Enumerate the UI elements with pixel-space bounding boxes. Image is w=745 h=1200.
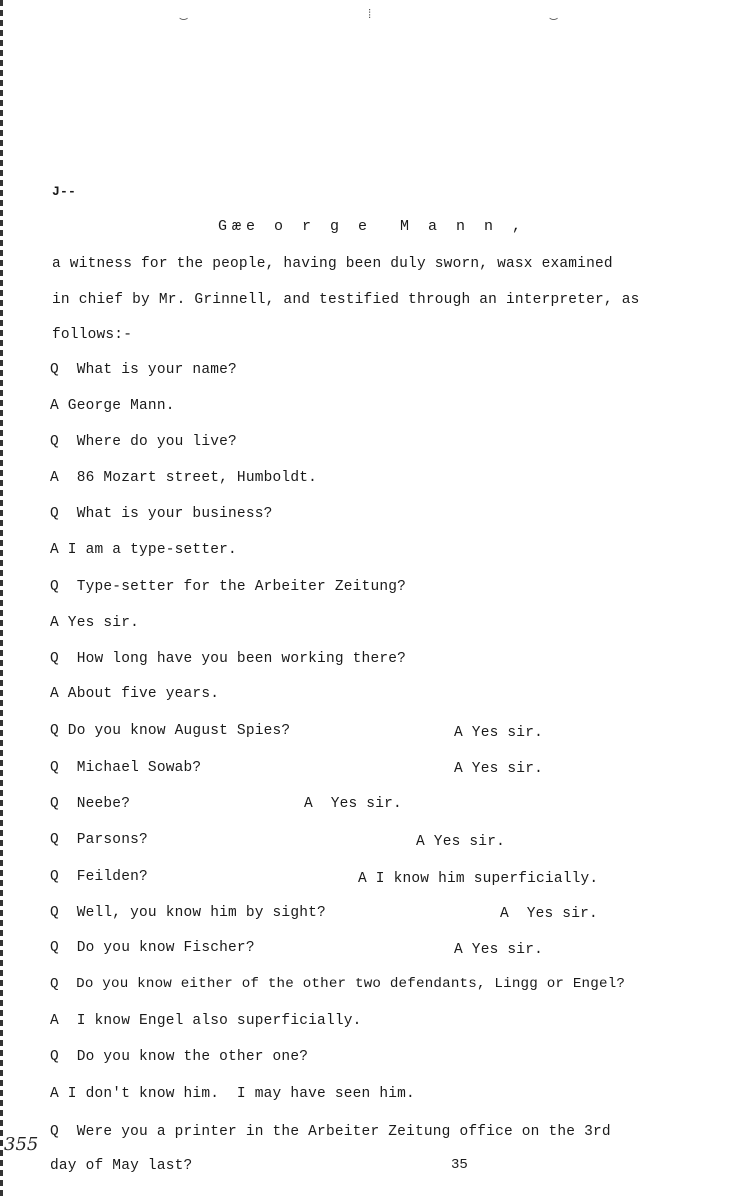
testimony-line: Q Where do you live?	[50, 434, 237, 450]
witness-title: Gæe o r g e M a n n ,	[218, 218, 527, 235]
testimony-line: Q How long have you been working there?	[50, 651, 407, 667]
testimony-line: Q Neebe?	[50, 796, 131, 812]
testimony-line: A Yes sir.	[50, 615, 140, 631]
testimony-answer: A Yes sir.	[454, 761, 544, 777]
testimony-line: Q Type-setter for the Arbeiter Zeitung?	[50, 579, 407, 595]
testimony-line: A 86 Mozart street, Humboldt.	[50, 470, 318, 486]
binding-edge	[0, 0, 3, 1200]
testimony-line: A About five years.	[50, 686, 220, 702]
testimony-line: day of May last?	[50, 1158, 193, 1174]
testimony-answer: A Yes sir.	[454, 725, 544, 741]
testimony-line: Q Parsons?	[50, 832, 148, 848]
testimony-line: A George Mann.	[50, 398, 175, 414]
intro-line: in chief by Mr. Grinnell, and testified through an interpreter, as	[52, 292, 640, 308]
testimony-line: Q Do you know the other one?	[50, 1049, 309, 1065]
page-number: 35	[451, 1157, 468, 1173]
testimony-line: Q Were you a printer in the Arbeiter Zeitung office on the 3rd	[50, 1124, 611, 1140]
testimony-line: A I am a type-setter.	[50, 542, 237, 558]
testimony-line: Q What is your business?	[50, 506, 273, 522]
testimony-line: Q What is your name?	[50, 362, 237, 378]
margin-page-note: 355	[4, 1134, 39, 1155]
intro-line: a witness for the people, having been duly sworn, wasx examined	[52, 256, 613, 272]
scan-mark: ‿	[550, 7, 558, 21]
header-marker: J--	[52, 184, 77, 199]
testimony-line: Q Do you know August Spies?	[50, 723, 291, 739]
testimony-line: Q Do you know either of the other two defendants, Lingg or Engel?	[50, 976, 626, 992]
intro-line: follows:-	[52, 327, 133, 343]
scan-mark: ⁞	[366, 8, 374, 22]
testimony-answer: A Yes sir.	[304, 796, 402, 812]
testimony-answer: A Yes sir.	[500, 906, 598, 922]
testimony-line: A I don't know him. I may have seen him.	[50, 1086, 415, 1102]
testimony-line: Q Do you know Fischer?	[50, 940, 255, 956]
testimony-line: A I know Engel also superficially.	[50, 1013, 362, 1029]
testimony-line: Q Feilden?	[50, 869, 148, 885]
scan-mark: ‿	[180, 7, 188, 21]
testimony-line: Q Well, you know him by sight?	[50, 905, 326, 921]
testimony-answer: A Yes sir.	[454, 942, 544, 958]
testimony-answer: A Yes sir.	[416, 834, 506, 850]
testimony-line: Q Michael Sowab?	[50, 760, 202, 776]
testimony-answer: A I know him superficially.	[358, 871, 599, 887]
